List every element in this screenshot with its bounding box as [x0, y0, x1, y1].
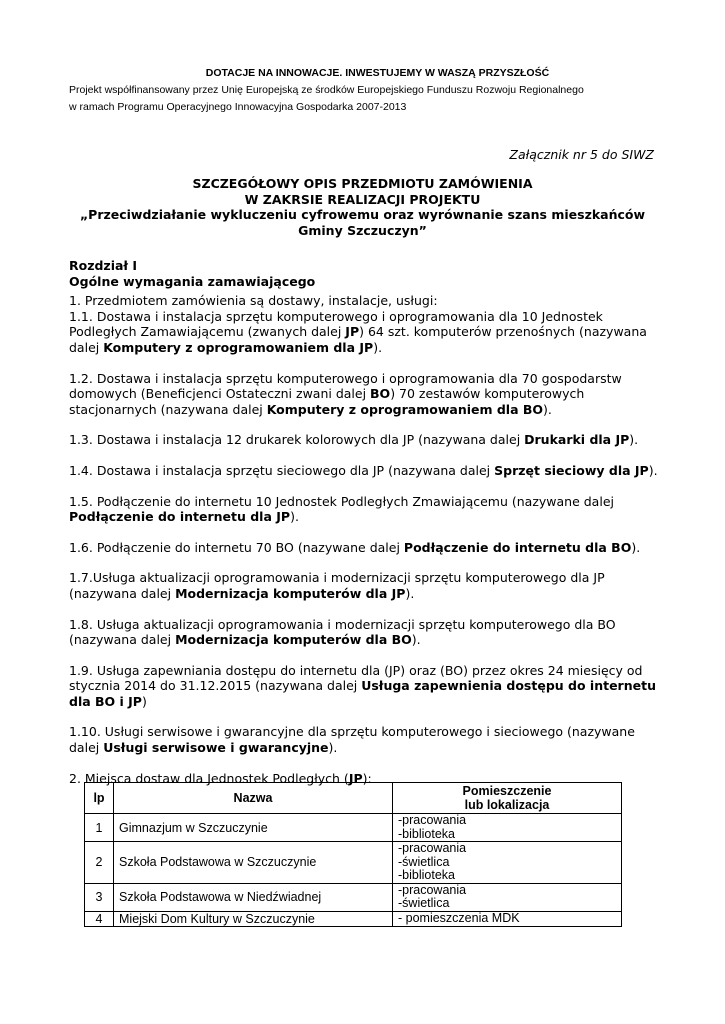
- title-line-4: Gminy Szczuczyn”: [298, 222, 427, 238]
- paragraph-1-8: 1.8. Usługa aktualizacji oprogramowania i modernizacji sprzętu komputerowego dla BO (nazywana dalej Modernizacja komputerów dla BO).: [69, 616, 616, 648]
- paragraph-1-6: 1.6. Podłączenie do internetu 70 BO (nazywane dalej Podłączenie do internetu dla BO).: [69, 539, 641, 555]
- title-line-1: SZCZEGÓŁOWY OPIS PRZEDMIOTU ZAMÓWIENIA: [192, 176, 533, 191]
- table-header-row: [85, 783, 622, 814]
- title-line-3: „Przeciwdziałanie wykluczeniu cyfrowemu oraz wyrównanie szans mieszkańców: [79, 207, 646, 222]
- table-row: [85, 883, 622, 911]
- paragraph-1-7: 1.7.Usługa aktualizacji oprogramowania i modernizacji sprzętu komputerowego dla JP (nazywana dalej Modernizacja komputerów dla JP).: [69, 570, 605, 601]
- header-lp: lp: [85, 783, 114, 814]
- chapter-heading: Ogólne wymagania zamawiającego: [69, 273, 316, 289]
- table-row: [85, 911, 622, 926]
- paragraph-1-4: 1.4. Dostawa i instalacja sprzętu sieciowego dla JP (nazywana dalej Sprzęt sieciowy dla JP).: [69, 462, 658, 478]
- row-name: Miejski Dom Kultury w Szczuczynie: [114, 911, 393, 926]
- row-lp: 4: [85, 911, 114, 926]
- row-lp: 1: [85, 814, 114, 842]
- paragraph-1-1: 1.1. Dostawa i instalacja sprzętu komputerowego i oprogramowania dla 10 Jednostek Podległych Zamawiającemu (zwanych dalej JP) 64 szt. komputerów przenośnych (nazywana dalej Komputery z oprogramowaniem dla JP).: [69, 308, 647, 355]
- row-location: -pracowania -biblioteka: [393, 814, 622, 842]
- document-body: [69, 258, 659, 786]
- chapter-label: Rozdział I: [69, 258, 138, 273]
- attachment-label: Załącznik nr 5 do SIWZ: [509, 147, 654, 162]
- paragraph-1: 1. Przedmiotem zamówienia są dostawy, instalacje, usługi:: [69, 293, 438, 309]
- header-program-line: w ramach Programu Operacyjnego Innowacyjna Gospodarka 2007-2013: [69, 101, 407, 113]
- row-name: Gimnazjum w Szczuczynie: [114, 814, 393, 842]
- paragraph-1-10: 1.10. Usługi serwisowe i gwarancyjne dla sprzętu komputerowego i sieciowego (nazywane dalej Usługi serwisowe i gwarancyjne).: [69, 724, 635, 756]
- row-lp: 2: [85, 842, 114, 884]
- delivery-locations-table: [84, 782, 622, 927]
- row-location: - pomieszczenia MDK: [393, 911, 622, 926]
- table-row: [85, 814, 622, 842]
- header-name: Nazwa: [114, 783, 393, 814]
- header-title: DOTACJE NA INNOWACJE. INWESTUJEMY W WASZĄ PRZYSZŁOŚĆ: [205, 67, 550, 79]
- row-name: Szkoła Podstawowa w Szczuczynie: [114, 842, 393, 884]
- table-row: [85, 842, 622, 884]
- paragraph-1-2: 1.2. Dostawa i instalacja sprzętu komputerowego i oprogramowania dla 70 gospodarstw domowych (Beneficjenci Ostateczni zwani dalej BO) 70 zestawów komputerowych stacjonarnych (nazywana dalej Komputery z oprogramowaniem dla BO).: [69, 370, 622, 417]
- paragraph-1-3: 1.3. Dostawa i instalacja 12 drukarek kolorowych dla JP (nazywana dalej Drukarki dla JP).: [69, 432, 639, 448]
- paragraph-1-9: 1.9. Usługa zapewniania dostępu do internetu dla (JP) oraz (BO) przez okres 24 miesięcy od stycznia 2014 do 31.12.2015 (nazywana dalej Usługa zapewnienia dostępu do internetu dla BO i JP): [69, 662, 656, 709]
- header-cofinancing-line: Projekt współfinansowany przez Unię Europejską ze środków Europejskiego Funduszu Rozwoju Regionalnego: [69, 84, 584, 96]
- paragraph-2: 2. Miejsca dostaw dla Jednostek Podległych (JP):: [69, 770, 372, 786]
- row-lp: 3: [85, 883, 114, 911]
- row-location: -pracowania -świetlica -biblioteka: [393, 842, 622, 884]
- header-location: Pomieszczenie lub lokalizacja: [393, 783, 622, 814]
- row-name: Szkoła Podstawowa w Niedźwiadnej: [114, 883, 393, 911]
- row-location: -pracowania -świetlica: [393, 883, 622, 911]
- paragraph-1-5: 1.5. Podłączenie do internetu 10 Jednostek Podległych Zmawiającemu (nazywane dalej Podłączenie do internetu dla JP).: [69, 493, 614, 525]
- document-title: [69, 176, 656, 238]
- title-line-2: W ZAKRSIE REALIZACJI PROJEKTU: [244, 191, 481, 207]
